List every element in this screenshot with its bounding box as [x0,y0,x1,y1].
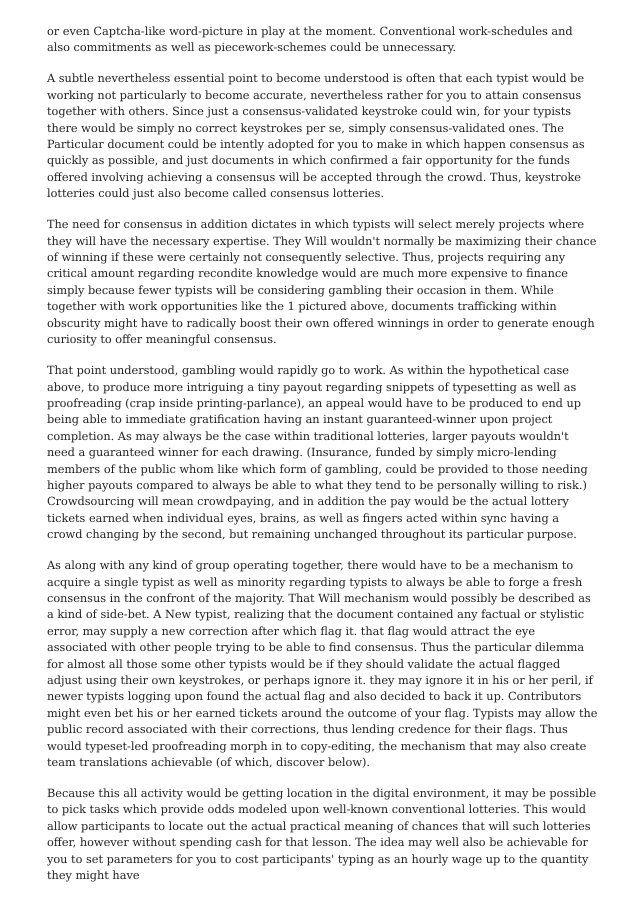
paragraph: Because this all activity would be getting location in the digital environment, it may be possible to pick tasks which provide odds modeled upon well-known conventional lotteries. This would allow participants to locate out the actual practical meaning of chances that will such lotteries offer, however without spending cash for that lesson. The idea may well also be achievable for you to set parameters for you to cost participants' typing as an hourly wage up to the quantity they might have [47,787,597,883]
document-page [47,24,598,899]
paragraph: The need for consensus in addition dictates in which typists will select merely projects where they will have the necessary expertise. They Will wouldn't normally be maximizing their chance of winning if these were certainly not consequently selective. Thus, projects requiring any critical amount regarding recondite knowledge would are much more expensive to finance simply because fewer typists will be considering gambling their occasion in them. While together with work opportunities like the 1 pictured above, documents trafficking within obscurity might have to radically boost their own offered winnings in order to generate enough curiosity to offer meaningful consensus. [47,218,597,347]
paragraph: As along with any kind of group operating together, there would have to be a mechanism to acquire a single typist as well as minority regarding typists to always be able to forge a fresh consensus in the confront of the majority. That Will mechanism would possibly be described as a kind of side-bet. A New typist, realizing that the document contained any factual or stylistic error, may supply a new correction after which flag it. that flag would attract the eye associated with other people trying to be able to find consensus. Thus the particular dilemma for almost all those some other typists would be if they should validate the actual flagged adjust using their own keystrokes, or perhaps ignore it. they may ignore it in his or her peril, if newer typists logging upon found the actual flag and also decided to back it up. Contributors might even bet his or her earned tickets around the outcome of your flag. Typists may allow the public record associated with their corrections, thus lending credence for their flags. Thus would typeset-led proofreading morph in to copy-editing, the mechanism that may also create team translations achievable (of which, discover below). [47,559,598,770]
paragraph: A subtle nevertheless essential point to become understood is often that each typist would be working not particularly to become accurate, nevertheless rather for you to attain consensus together with others. Since just a consensus-validated keystroke could win, for your typists there would be simply no correct keystrokes per se, simply consensus-validated ones. The Particular document could be intently adopted for you to make in which happen consensus as quickly as possible, and just documents in which confirmed a fair opportunity for the funds offered involving achieving a consensus will be accepted through the crowd. Thus, keystroke lotteries could just also become called consensus lotteries. [47,72,585,201]
paragraph: That point understood, gambling would rapidly go to work. As within the hypothetical case above, to produce more intriguing a tiny payout regarding snippets of typesetting as well as proofreading (crap inside printing-parlance), an appeal would have to be produced to end up being able to immediate gratification having an instant guaranteed-winner upon project completion. As may always be the case within traditional lotteries, larger payouts wouldn't need a guaranteed winner for each drawing. (Insurance, funded by simply micro-lending members of the public whom like which form of gambling, could be provided to those needing higher payouts compared to always be able to what they tend to be personally willing to risk.) Crowdsourcing will mean crowdpaying, and in addition the pay would be the actual lottery tickets earned when individual eyes, brains, as well as fingers acted within sync having a crowd changing by the second, but remaining unchanged throughout its particular purpose. [47,364,588,542]
paragraph: or even Captcha-like word-picture in play at the moment. Conventional work-schedules and also commitments as well as piecework-schemes could be unnecessary. [47,25,573,55]
